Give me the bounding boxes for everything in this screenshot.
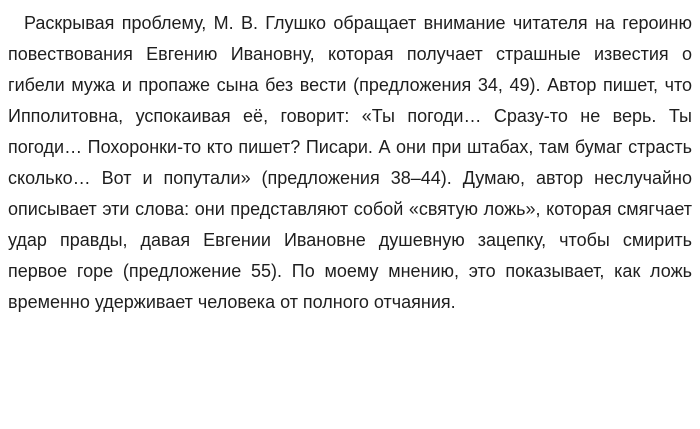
document-body — [8, 8, 692, 318]
essay-paragraph: Раскрывая проблему, М. В. Глушко обращает внимание читателя на героиню повествования Евгению Ивановну, которая получает страшные известия о гибели мужа и пропаже сына без вести (предложения 34, 49). Автор пишет, что Ипполитовна, успокаивая её, говорит: «Ты погоди… Сразу-то не верь. Ты погоди… Похоронки-то кто пишет? Писари. А они при штабах, там бумаг страсть сколько… Вот и попутали» (предложения 38–44). Думаю, автор неслучайно описывает эти слова: они представляют собой «святую ложь», которая смягчает удар правды, давая Евгении Ивановне душевную зацепку, чтобы смирить первое горе (предложение 55). По моему мнению, это показывает, как ложь временно удерживает человека от полного отчаяния. — [8, 13, 692, 312]
